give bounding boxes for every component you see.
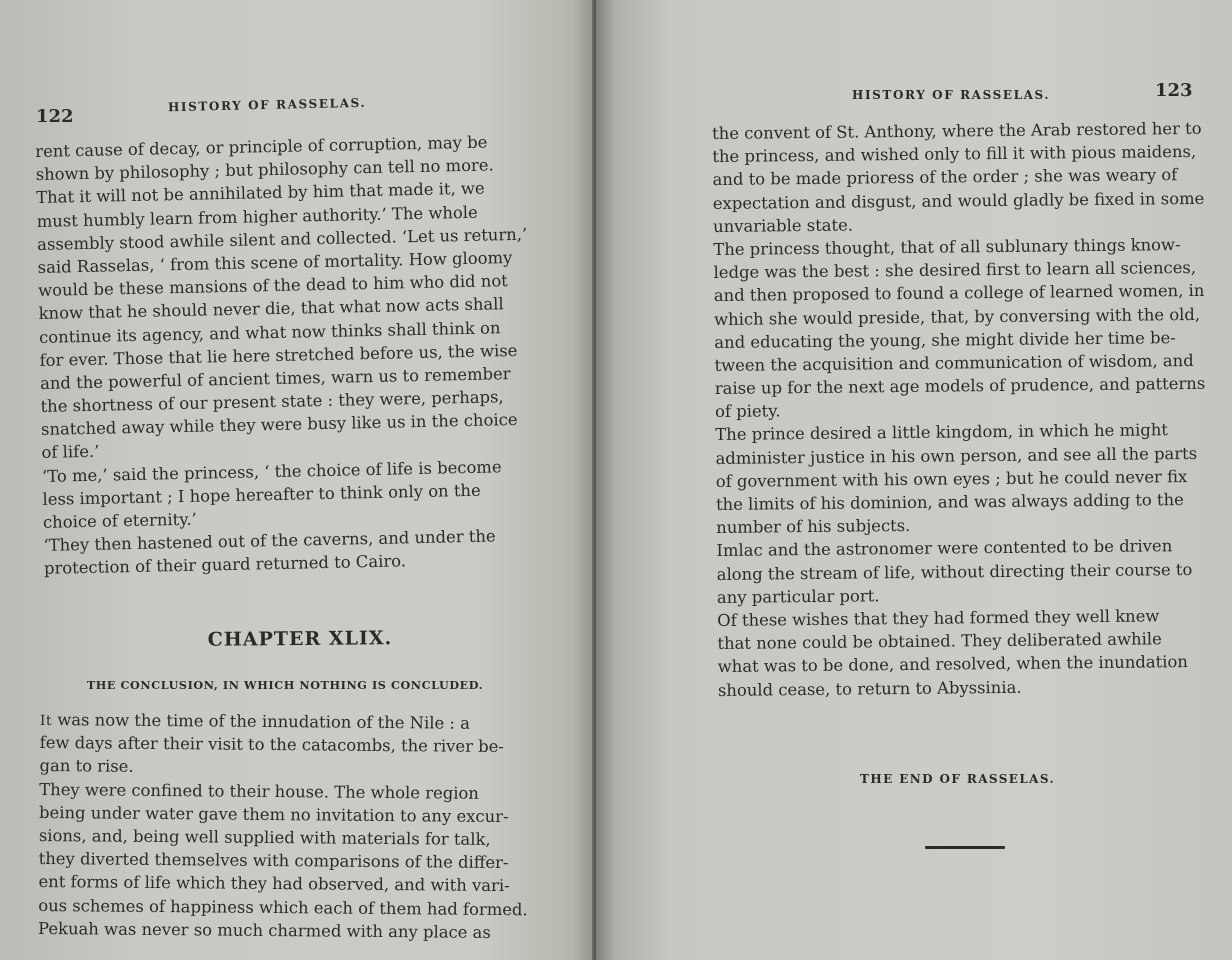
- text-line: and the powerful of ancient times, warn us to remember: [39, 363, 511, 393]
- text-line: the limits of his dominion, and was always adding to the: [715, 490, 1184, 514]
- text-line: few days after their visit to the catacombs, the river be-: [39, 733, 504, 757]
- text-line: choice of eternity.’: [42, 509, 197, 532]
- text-line-rest: was now the time of the innudation of the Nile : a: [51, 710, 471, 733]
- text-line: along the stream of life, without directing their course to: [716, 559, 1193, 584]
- text-line: know that he should never die, that what now acts shall: [38, 294, 504, 324]
- text-line: should cease, to return to Abyssinia.: [717, 677, 1022, 700]
- chapter-first-word: It: [39, 712, 53, 730]
- text-line: gan to rise.: [39, 756, 134, 777]
- left-running-head: HISTORY OF RASSELAS.: [167, 95, 367, 115]
- text-line: protection of their guard returned to Cairo.: [43, 551, 407, 579]
- text-line: Imlac and the astronomer were contented to be driven: [716, 536, 1173, 561]
- text-line: they diverted themselves with comparisons of the differ-: [38, 849, 509, 873]
- end-label: THE END OF RASSELAS.: [860, 772, 1056, 786]
- text-line: said Rasselas, ‘ from this scene of mortality. How gloomy: [37, 247, 513, 277]
- text-line: being under water gave them no invitation to any excur-: [39, 802, 509, 826]
- text-line: of government with his own eyes ; but he could never fix: [715, 466, 1188, 491]
- text-line: ledge was the best : she desired first to learn all sciences,: [713, 258, 1197, 283]
- text-line: the shortness of our present state : they were, perhaps,: [40, 387, 504, 417]
- text-line: assembly stood awhile silent and collected. ‘Let us return,’: [36, 224, 528, 254]
- text-line: ous schemes of happiness which each of them had formed.: [38, 895, 528, 919]
- text-line: The princess thought, that of all sublunary things know-: [713, 235, 1181, 259]
- text-line: and to be made prioress of the order ; she was weary of: [712, 165, 1178, 190]
- text-line: ent forms of life which they had observed, and with vari-: [38, 872, 510, 896]
- text-line: number of his subjects.: [716, 516, 911, 538]
- text-line: must humbly learn from higher authority.’ The whole: [36, 202, 478, 231]
- chapter-title: CHAPTER XLIX.: [207, 627, 393, 651]
- text-line: administer justice in his own person, and see all the parts: [715, 443, 1198, 468]
- text-line: of life.’: [41, 442, 100, 463]
- text-line: expectation and disgust, and would gladly be fixed in some: [712, 188, 1205, 213]
- text-line: Of these wishes that they had formed they well knew: [717, 606, 1160, 630]
- closing-rule: [925, 846, 1005, 849]
- right-text: [712, 117, 1206, 702]
- text-line: would be these mansions of the dead to him who did not: [37, 271, 508, 301]
- text-line: for ever. Those that lie here stretched before us, the wise: [39, 340, 518, 370]
- text-line: raise up for the next age models of prudence, and patterns: [714, 373, 1206, 399]
- text-line: any particular port.: [716, 586, 880, 607]
- chapter-subtitle: THE CONCLUSION, IN WHICH NOTHING IS CONCLUDED.: [86, 678, 484, 692]
- left-top-text: [35, 130, 528, 580]
- left-page-number: 122: [36, 106, 74, 127]
- text-line: ‘To me,’ said the princess, ‘ the choice of life is become: [41, 456, 502, 486]
- text-line: that none could be obtained. They deliberated awhile: [717, 629, 1162, 654]
- text-line: and educating the young, she might divide her time be-: [714, 327, 1176, 352]
- text-line: and then proposed to found a college of learned women, in: [713, 281, 1205, 306]
- text-line: unvariable state.: [712, 215, 854, 236]
- left-bottom-text: [37, 708, 528, 944]
- text-line: They were confined to their house. The whole region: [39, 779, 479, 803]
- text-line: Pekuah was never so much charmed with any place as: [37, 918, 491, 942]
- text-line: rent cause of decay, or principle of corruption, may be: [35, 132, 488, 161]
- text-line: The prince desired a little kingdom, in which he might: [715, 420, 1169, 445]
- text-line: the convent of St. Anthony, where the Arab restored her to: [712, 118, 1202, 143]
- text-line: That it will not be annihilated by him that made it, we: [36, 178, 485, 208]
- text-line: snatched away while they were busy like us in the choice: [40, 410, 518, 440]
- right-running-head: HISTORY OF RASSELAS.: [852, 88, 1051, 102]
- text-line: shown by philosophy ; but philosophy can tell no more.: [35, 155, 494, 185]
- text-line: less important ; I hope hereafter to think only on the: [42, 480, 481, 509]
- text-line: sions, and, being well supplied with materials for talk,: [38, 825, 491, 849]
- text-line: continue its agency, and what now thinks shall think on: [38, 317, 501, 347]
- text-line: ‘They then hastened out of the caverns, and under the: [43, 526, 496, 556]
- right-page-number: 123: [1155, 80, 1193, 101]
- text-line: what was to be done, and resolved, when the inundation: [717, 652, 1188, 677]
- text-line: which she would preside, that, by conversing with the old,: [713, 304, 1201, 329]
- text-line: of piety.: [714, 401, 781, 422]
- text-line: the princess, and wished only to fill it with pious maidens,: [712, 142, 1197, 167]
- text-line: tween the acquisition and communication of wisdom, and: [714, 350, 1194, 375]
- left-page: [0, 0, 596, 960]
